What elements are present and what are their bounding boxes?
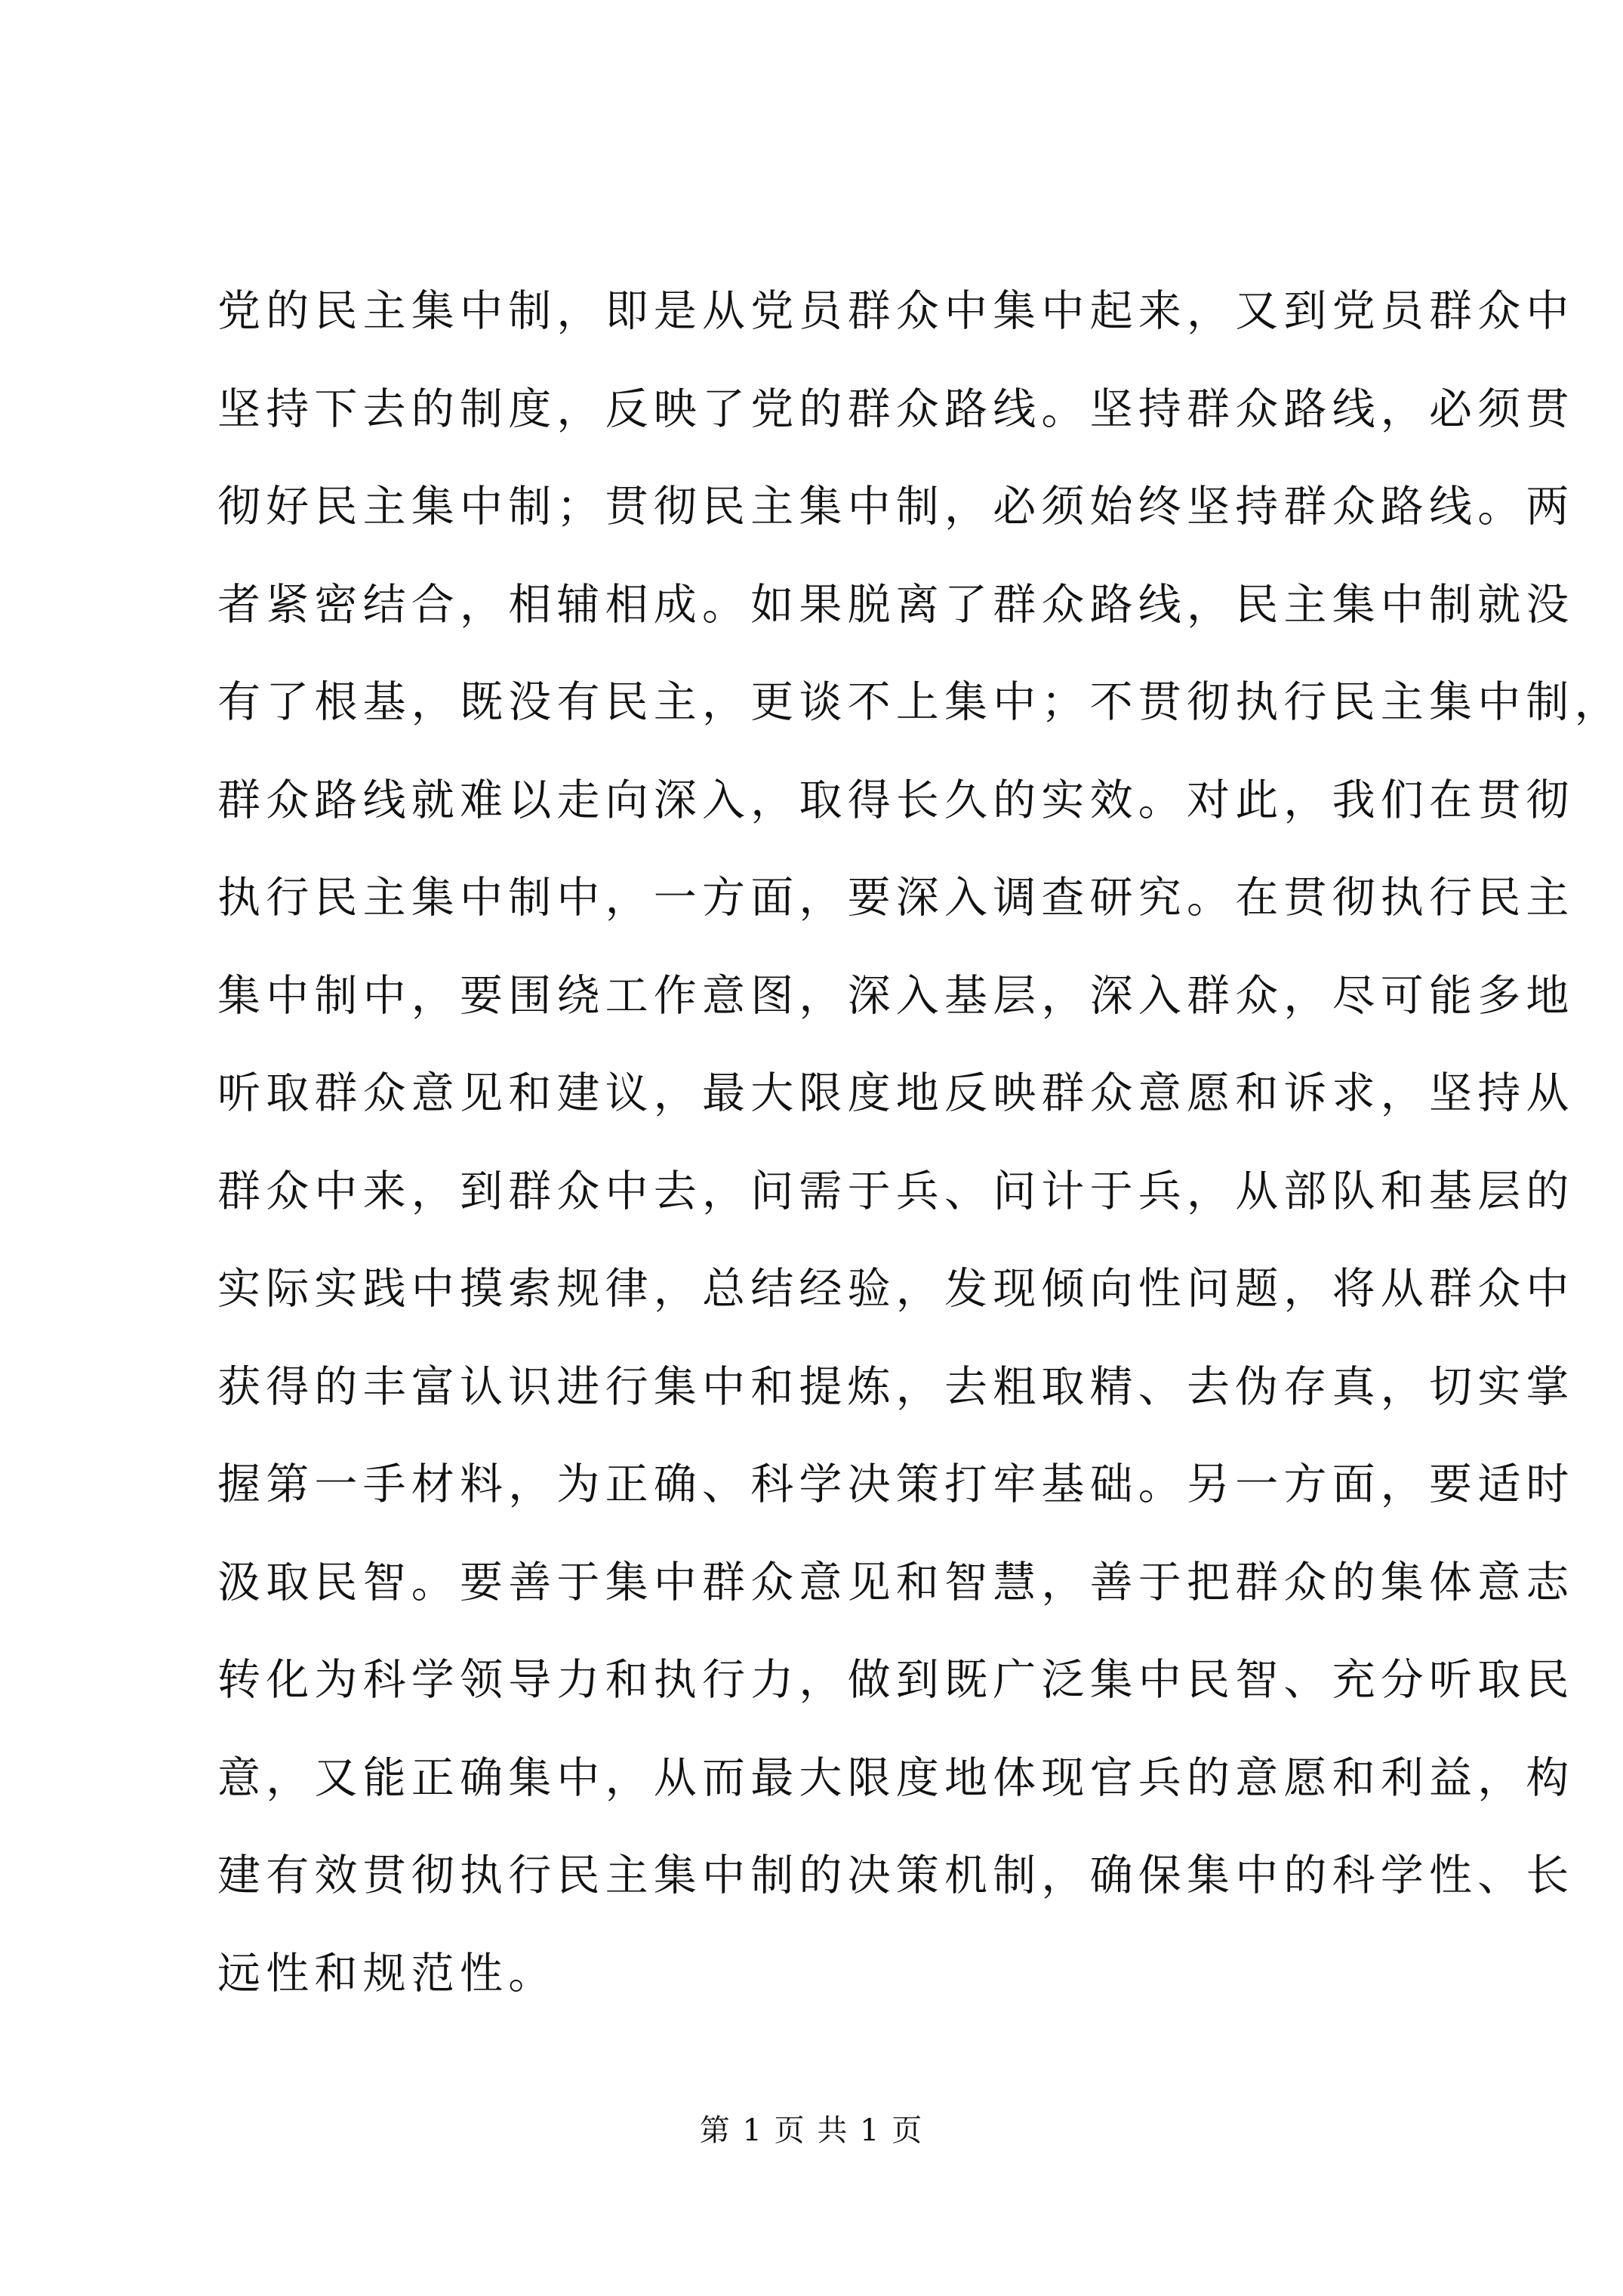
paragraph-line: 执行民主集中制中，一方面，要深入调查研究。在贯彻执行民主 — [217, 873, 1575, 923]
paragraph-line: 有了根基，既没有民主，更谈不上集中；不贯彻执行民主集中制， — [217, 677, 1623, 727]
paragraph-line: 远性和规范性。 — [217, 1948, 557, 1999]
paragraph-line: 握第一手材料，为正确、科学决策打牢基础。另一方面，要适时 — [217, 1459, 1575, 1509]
paragraph-line: 听取群众意见和建议，最大限度地反映群众意愿和诉求，坚持从 — [217, 1068, 1575, 1118]
paragraph-line: 坚持下去的制度，反映了党的群众路线。坚持群众路线，必须贯 — [217, 384, 1575, 434]
paragraph-line: 群众中来，到群众中去，问需于兵、问计于兵，从部队和基层的 — [217, 1166, 1575, 1216]
paragraph-line: 群众路线就难以走向深入，取得长久的实效。对此，我们在贯彻 — [217, 775, 1575, 825]
paragraph-line: 实际实践中摸索规律，总结经验，发现倾向性问题，将从群众中 — [217, 1264, 1575, 1314]
paragraph-line: 者紧密结合，相辅相成。如果脱离了群众路线，民主集中制就没 — [217, 579, 1575, 630]
paragraph-line: 建有效贯彻执行民主集中制的决策机制，确保集中的科学性、长 — [217, 1851, 1575, 1900]
paragraph-line: 彻好民主集中制；贯彻民主集中制，必须始终坚持群众路线。两 — [217, 482, 1575, 532]
body-paragraph — [217, 263, 1623, 2023]
paragraph-line: 集中制中，要围绕工作意图，深入基层，深入群众，尽可能多地 — [217, 970, 1575, 1021]
paragraph-line: 汲取民智。要善于集中群众意见和智慧，善于把群众的集体意志 — [217, 1557, 1575, 1607]
paragraph-line: 获得的丰富认识进行集中和提炼，去粗取精、去伪存真，切实掌 — [217, 1361, 1575, 1412]
page-number-footer: 第 1 页 共 1 页 — [699, 2113, 924, 2148]
paragraph-line: 党的民主集中制，即是从党员群众中集中起来，又到党员群众中 — [217, 286, 1575, 336]
paragraph-line: 转化为科学领导力和执行力，做到既广泛集中民智、充分听取民 — [217, 1655, 1575, 1705]
paragraph-line: 意，又能正确集中，从而最大限度地体现官兵的意愿和利益，构 — [217, 1752, 1575, 1803]
